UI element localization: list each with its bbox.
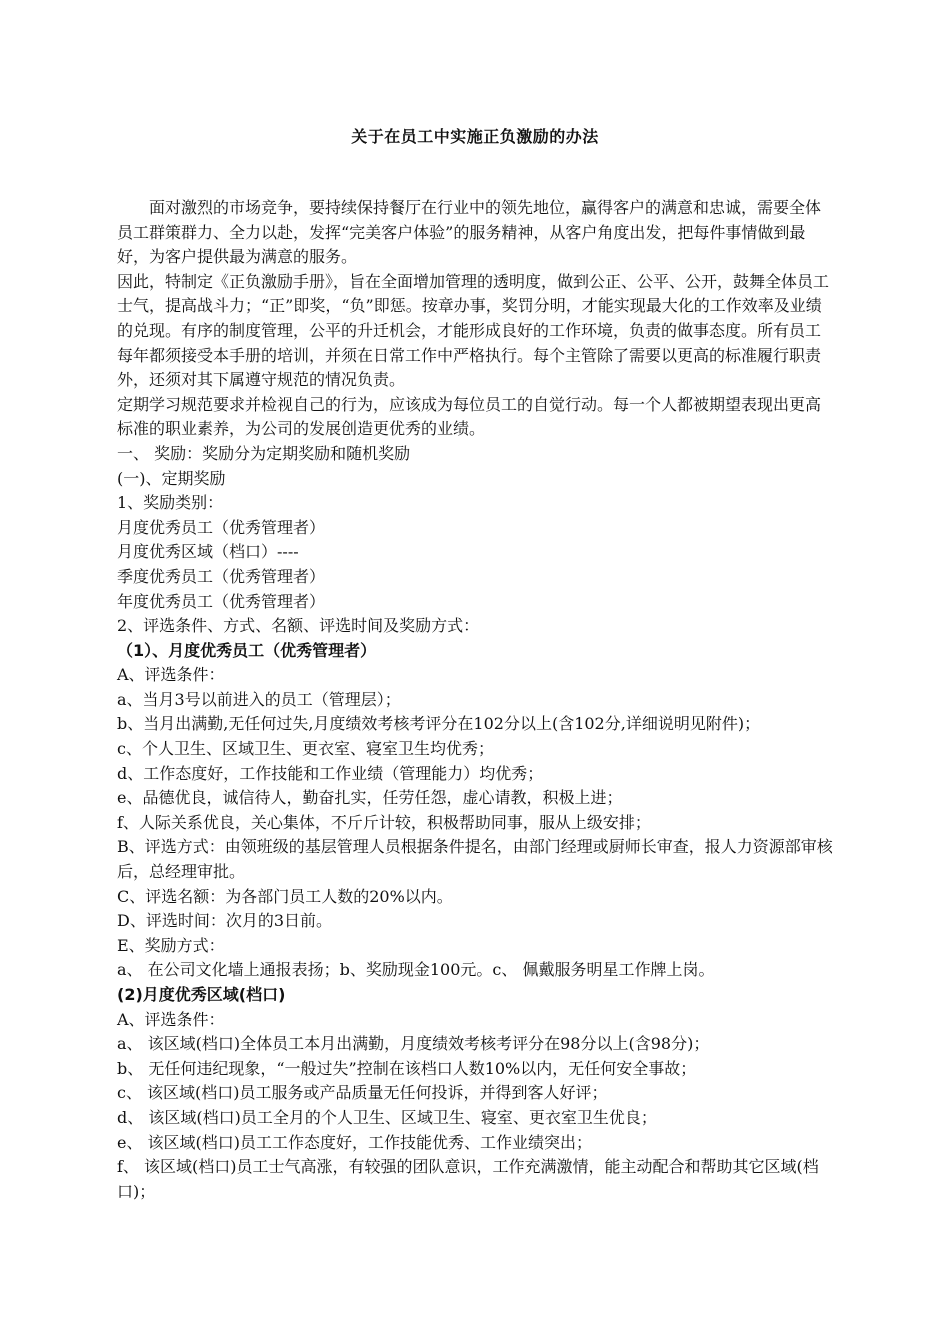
subheading-monthly-employee: （1）、月度优秀员工（优秀管理者） <box>117 640 377 660</box>
criteria-item: e、 该区域(档口)员工工作态度好，工作技能优秀、工作业绩突出； <box>117 1132 593 1152</box>
category-item: 年度优秀员工（优秀管理者） <box>117 591 326 611</box>
selection-method: B、评选方式：由领班级的基层管理人员根据条件提名，由部门经理或厨师长审查，报人力资源部审核后，总经理审批。 <box>117 837 833 882</box>
criteria-item: c、个人卫生、区域卫生、更衣室、寝室卫生均优秀； <box>117 739 494 759</box>
criteria-heading: A、评选条件： <box>117 1009 225 1029</box>
criteria-item: e、品德优良，诚信待人，勤奋扎实，任劳任怨，虚心请教，积极上进； <box>117 788 623 808</box>
subheading-monthly-area: (2)月度优秀区域(档口) <box>117 985 286 1004</box>
reward-method-heading: E、奖励方式： <box>117 935 225 955</box>
criteria-item: d、 该区域(档口)员工全月的个人卫生、区域卫生、寝室、更衣室卫生优良； <box>117 1107 657 1127</box>
document-title: 关于在员工中实施正负激励的办法 <box>351 127 599 146</box>
criteria-item: a、 该区域(档口)全体员工本月出满勤，月度绩效考核考评分在98分以上(含98分)； <box>117 1034 710 1054</box>
purpose-paragraph: 因此，特制定《正负激励手册》，旨在全面增加管理的透明度，做到公正、公平、公开，鼓舞全体员工士气，提高战斗力；“正”即奖，“负”即惩。按章办事，奖罚分明，才能实现最大化的工作效率及业绩的兑现。有序的制度管理，公平的升迁机会，才能形成良好的工作环境，负责的做事态度。所有员工每年都须接受本手册的培训，并须在日常工作中严格执行。每个主管除了需要以更高的标准履行职责外，还须对其下属遵守规范的情况负责。 <box>117 271 830 390</box>
criteria-item: a、当月3号以前进入的员工（管理层）； <box>117 689 401 709</box>
criteria-heading: A、评选条件： <box>117 665 225 685</box>
selection-quota: C、评选名额：为各部门员工人数的20%以内。 <box>117 886 453 906</box>
criteria-item: f、人际关系优良，关心集体，不斤斤计较，积极帮助同事，服从上级安排； <box>117 812 651 832</box>
category-item: 季度优秀员工（优秀管理者） <box>117 566 326 586</box>
section-heading-rewards: 一、 奖励：奖励分为定期奖励和随机奖励 <box>117 443 411 463</box>
criteria-item: d、工作态度好，工作技能和工作业绩（管理能力）均优秀； <box>117 763 544 783</box>
study-paragraph: 定期学习规范要求并检视自己的行为，应该成为每位员工的自觉行动。每一个人都被期望表现出更高标准的职业素养，为公司的发展创造更优秀的业绩。 <box>117 394 822 439</box>
criteria-item: c、 该区域(档口)员工服务或产品质量无任何投诉，并得到客人好评； <box>117 1083 608 1103</box>
document-body <box>117 196 835 1204</box>
intro-paragraph: 面对激烈的市场竞争，要持续保持餐厅在行业中的领先地位，赢得客户的满意和忠诚，需要全体员工群策群力、全力以赴，发挥“完美客户体验”的服务精神，从客户角度出发，把每件事情做到最好，为客户提供最为满意的服务。 <box>117 198 822 267</box>
reward-method-item: a、 在公司文化墙上通报表扬；b、奖励现金100元。c、 佩戴服务明星工作牌上岗。 <box>117 960 715 980</box>
list-heading-categories: 1、奖励类别： <box>117 493 224 513</box>
selection-time: D、评选时间：次月的3日前。 <box>117 911 333 931</box>
category-item: 月度优秀员工（优秀管理者） <box>117 517 326 537</box>
criteria-item: f、 该区域(档口)员工士气高涨，有较强的团队意识，工作充满激情，能主动配合和帮助其它区域(档口)； <box>117 1157 819 1201</box>
criteria-item: b、 无任何违纪现象，“一般过失”控制在该档口人数10%以内，无任何安全事故； <box>117 1058 697 1078</box>
subsection-heading-periodic: (一)、定期奖励 <box>117 468 226 488</box>
criteria-item: b、当月出满勤,无任何过失,月度绩效考核考评分在102分以上(含102分,详细说明见附件)； <box>117 714 761 734</box>
category-item: 月度优秀区域（档口）---- <box>117 542 299 562</box>
list-heading-criteria: 2、评选条件、方式、名额、评选时间及奖励方式： <box>117 616 480 636</box>
